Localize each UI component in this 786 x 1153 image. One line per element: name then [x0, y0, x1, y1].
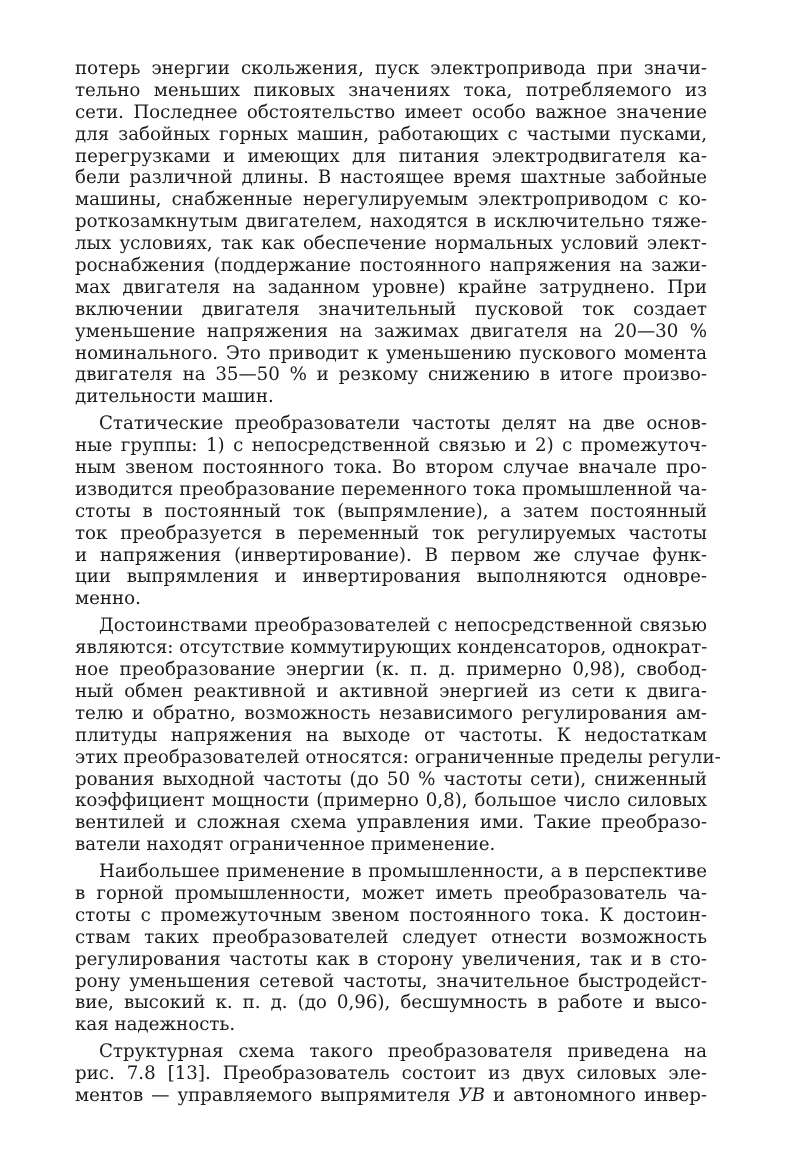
paragraph-4 — [75, 861, 707, 1036]
text-line: потерь энергии скольжения, пуск электропривода при значи- — [75, 58, 707, 79]
text-line: двигателя на 35—50 % и резкому снижению в итоге произво- — [75, 364, 707, 386]
text-line: в горной промышленности, может иметь преобразователь ча- — [75, 882, 707, 904]
text-line: Статические преобразователи частоты делят на две основ- — [99, 413, 707, 435]
text-line: для забойных горных машин, работающих с частыми пусками, — [75, 123, 707, 145]
text-line — [75, 1085, 707, 1107]
text-line: роткозамкнутым двигателем, находятся в исключительно тяже- — [75, 211, 707, 233]
text-line: лых условиях, так как обеспечение нормальных условий элект- — [75, 233, 707, 255]
text-line: бели различной длины. В настоящее время шахтные забойные — [75, 167, 707, 189]
text-line: Достоинствами преобразователей с непосредственной связью — [99, 615, 707, 637]
text-line: уменьшение напряжения на зажимах двигателя на 20—30 % — [75, 320, 707, 342]
text-line: кая надежность. — [75, 1014, 236, 1036]
text-line: ный обмен реактивной и активной энергией из сети к двига- — [75, 680, 707, 702]
text-line: ток преобразуется в переменный ток регулируемых частоты — [75, 522, 707, 544]
text-segment: ментов — управляемого выпрямителя — [75, 1084, 459, 1106]
text-line: роснабжения (поддержание постоянного напряжения на зажи- — [75, 255, 707, 277]
text-line: ствам таких преобразователей следует отнести возможность — [75, 926, 707, 948]
text-line: перегрузками и имеющих для питания электродвигателя ка- — [75, 145, 707, 167]
text-line: ные группы: 1) с непосредственной связью и 2) с промежуточ- — [75, 435, 707, 457]
text-line: коэффициент мощности (примерно 0,8), большое число силовых — [75, 790, 707, 812]
text-line: являются: отсутствие коммутирующих конденсаторов, однократ- — [75, 637, 708, 659]
text-line: и напряжения (инвертирование). В первом же случае функ- — [75, 544, 707, 566]
text-line: Структурная схема такого преобразователя приведена на — [99, 1041, 707, 1063]
text-line: вентилей и сложная схема управления ими. Такие преобразо- — [75, 812, 707, 834]
text-line: машины, снабженные нерегулируемым электроприводом с ко- — [75, 189, 707, 211]
text-line: стоты в постоянный ток (выпрямление), а затем постоянный — [75, 500, 707, 522]
text-line: ватели находят ограниченное применение. — [75, 834, 496, 856]
text-line: мах двигателя на заданном уровне) крайне затруднено. При — [75, 276, 707, 298]
text-line: сети. Последнее обстоятельство имеет особо важное значение — [75, 101, 707, 123]
paragraph-1 — [75, 58, 707, 408]
rectifier-symbol: УВ — [458, 1084, 485, 1106]
text-line: тельно меньших пиковых значениях тока, потребляемого из — [75, 79, 707, 101]
paragraph-2 — [75, 413, 707, 610]
text-line: ции выпрямления и инвертирования выполняются одновре- — [75, 566, 707, 588]
text-line: номинального. Это приводит к уменьшению пускового момента — [75, 342, 707, 364]
text-line: менно. — [75, 588, 141, 610]
text-line: рования выходной частоты (до 50 % частоты сети), сниженный — [75, 768, 707, 790]
text-line: стоты с промежуточным звеном постоянного тока. К достоин- — [75, 904, 707, 926]
text-line: рис. 7.8 [13]. Преобразователь состоит из двух силовых эле- — [75, 1063, 707, 1085]
text-segment: и автономного инвер- — [484, 1084, 707, 1106]
text-line: Наибольшее применение в промышленности, а в перспективе — [99, 861, 707, 883]
text-line: рону уменьшения сетевой частоты, значительное быстродейст- — [75, 970, 707, 992]
text-line: ное преобразование энергии (к. п. д. примерно 0,98), свобод- — [75, 659, 707, 681]
text-line: включении двигателя значительный пусковой ток создает — [75, 298, 707, 320]
document-page — [75, 58, 721, 1107]
text-line: ным звеном постоянного тока. Во втором случае вначале про- — [75, 457, 707, 479]
text-line: дительности машин. — [75, 386, 274, 408]
paragraph-5 — [75, 1041, 707, 1107]
text-line: плитуды напряжения на выходе от частоты. К недостаткам — [75, 724, 707, 746]
text-line: этих преобразователей относятся: ограниченные пределы регули- — [75, 746, 721, 768]
text-line: изводится преобразование переменного тока промышленной ча- — [75, 478, 707, 500]
text-line: телю и обратно, возможность независимого регулирования ам- — [75, 702, 707, 724]
paragraph-3 — [75, 615, 721, 856]
text-line: регулирования частоты как в сторону увеличения, так и в сто- — [75, 948, 707, 970]
text-line: вие, высокий к. п. д. (до 0,96), бесшумность в работе и высо- — [75, 992, 707, 1014]
